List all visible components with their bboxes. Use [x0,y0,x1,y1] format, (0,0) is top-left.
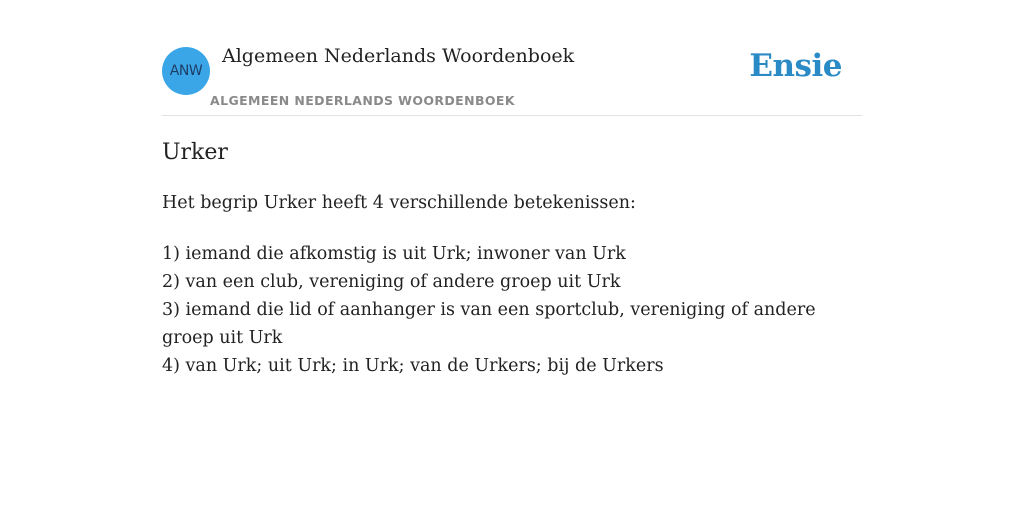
meaning-item: 1) iemand die afkomstig is uit Urk; inwoner van Urk [162,244,626,264]
entry-intro: Het begrip Urker heeft 4 verschillende betekenissen: [162,193,636,213]
ensie-brand-logo[interactable]: Ensie [749,48,842,84]
source-title-link[interactable]: Algemeen Nederlands Woordenboek [222,45,575,67]
source-header [162,0,862,116]
meaning-item: 2) van een club, vereniging of andere groep uit Urk [162,272,621,292]
entry-term: Urker [162,140,228,165]
meaning-item: 4) van Urk; uit Urk; in Urk; van de Urkers; bij de Urkers [162,356,664,376]
meanings-list [162,240,862,380]
anw-logo[interactable]: ANW [162,47,210,95]
entry-card [162,0,862,512]
meaning-item: 3) iemand die lid of aanhanger is van een sportclub, vereniging of andere groep uit Urk [162,300,816,348]
source-subtitle: ALGEMEEN NEDERLANDS WOORDENBOEK [210,93,515,108]
